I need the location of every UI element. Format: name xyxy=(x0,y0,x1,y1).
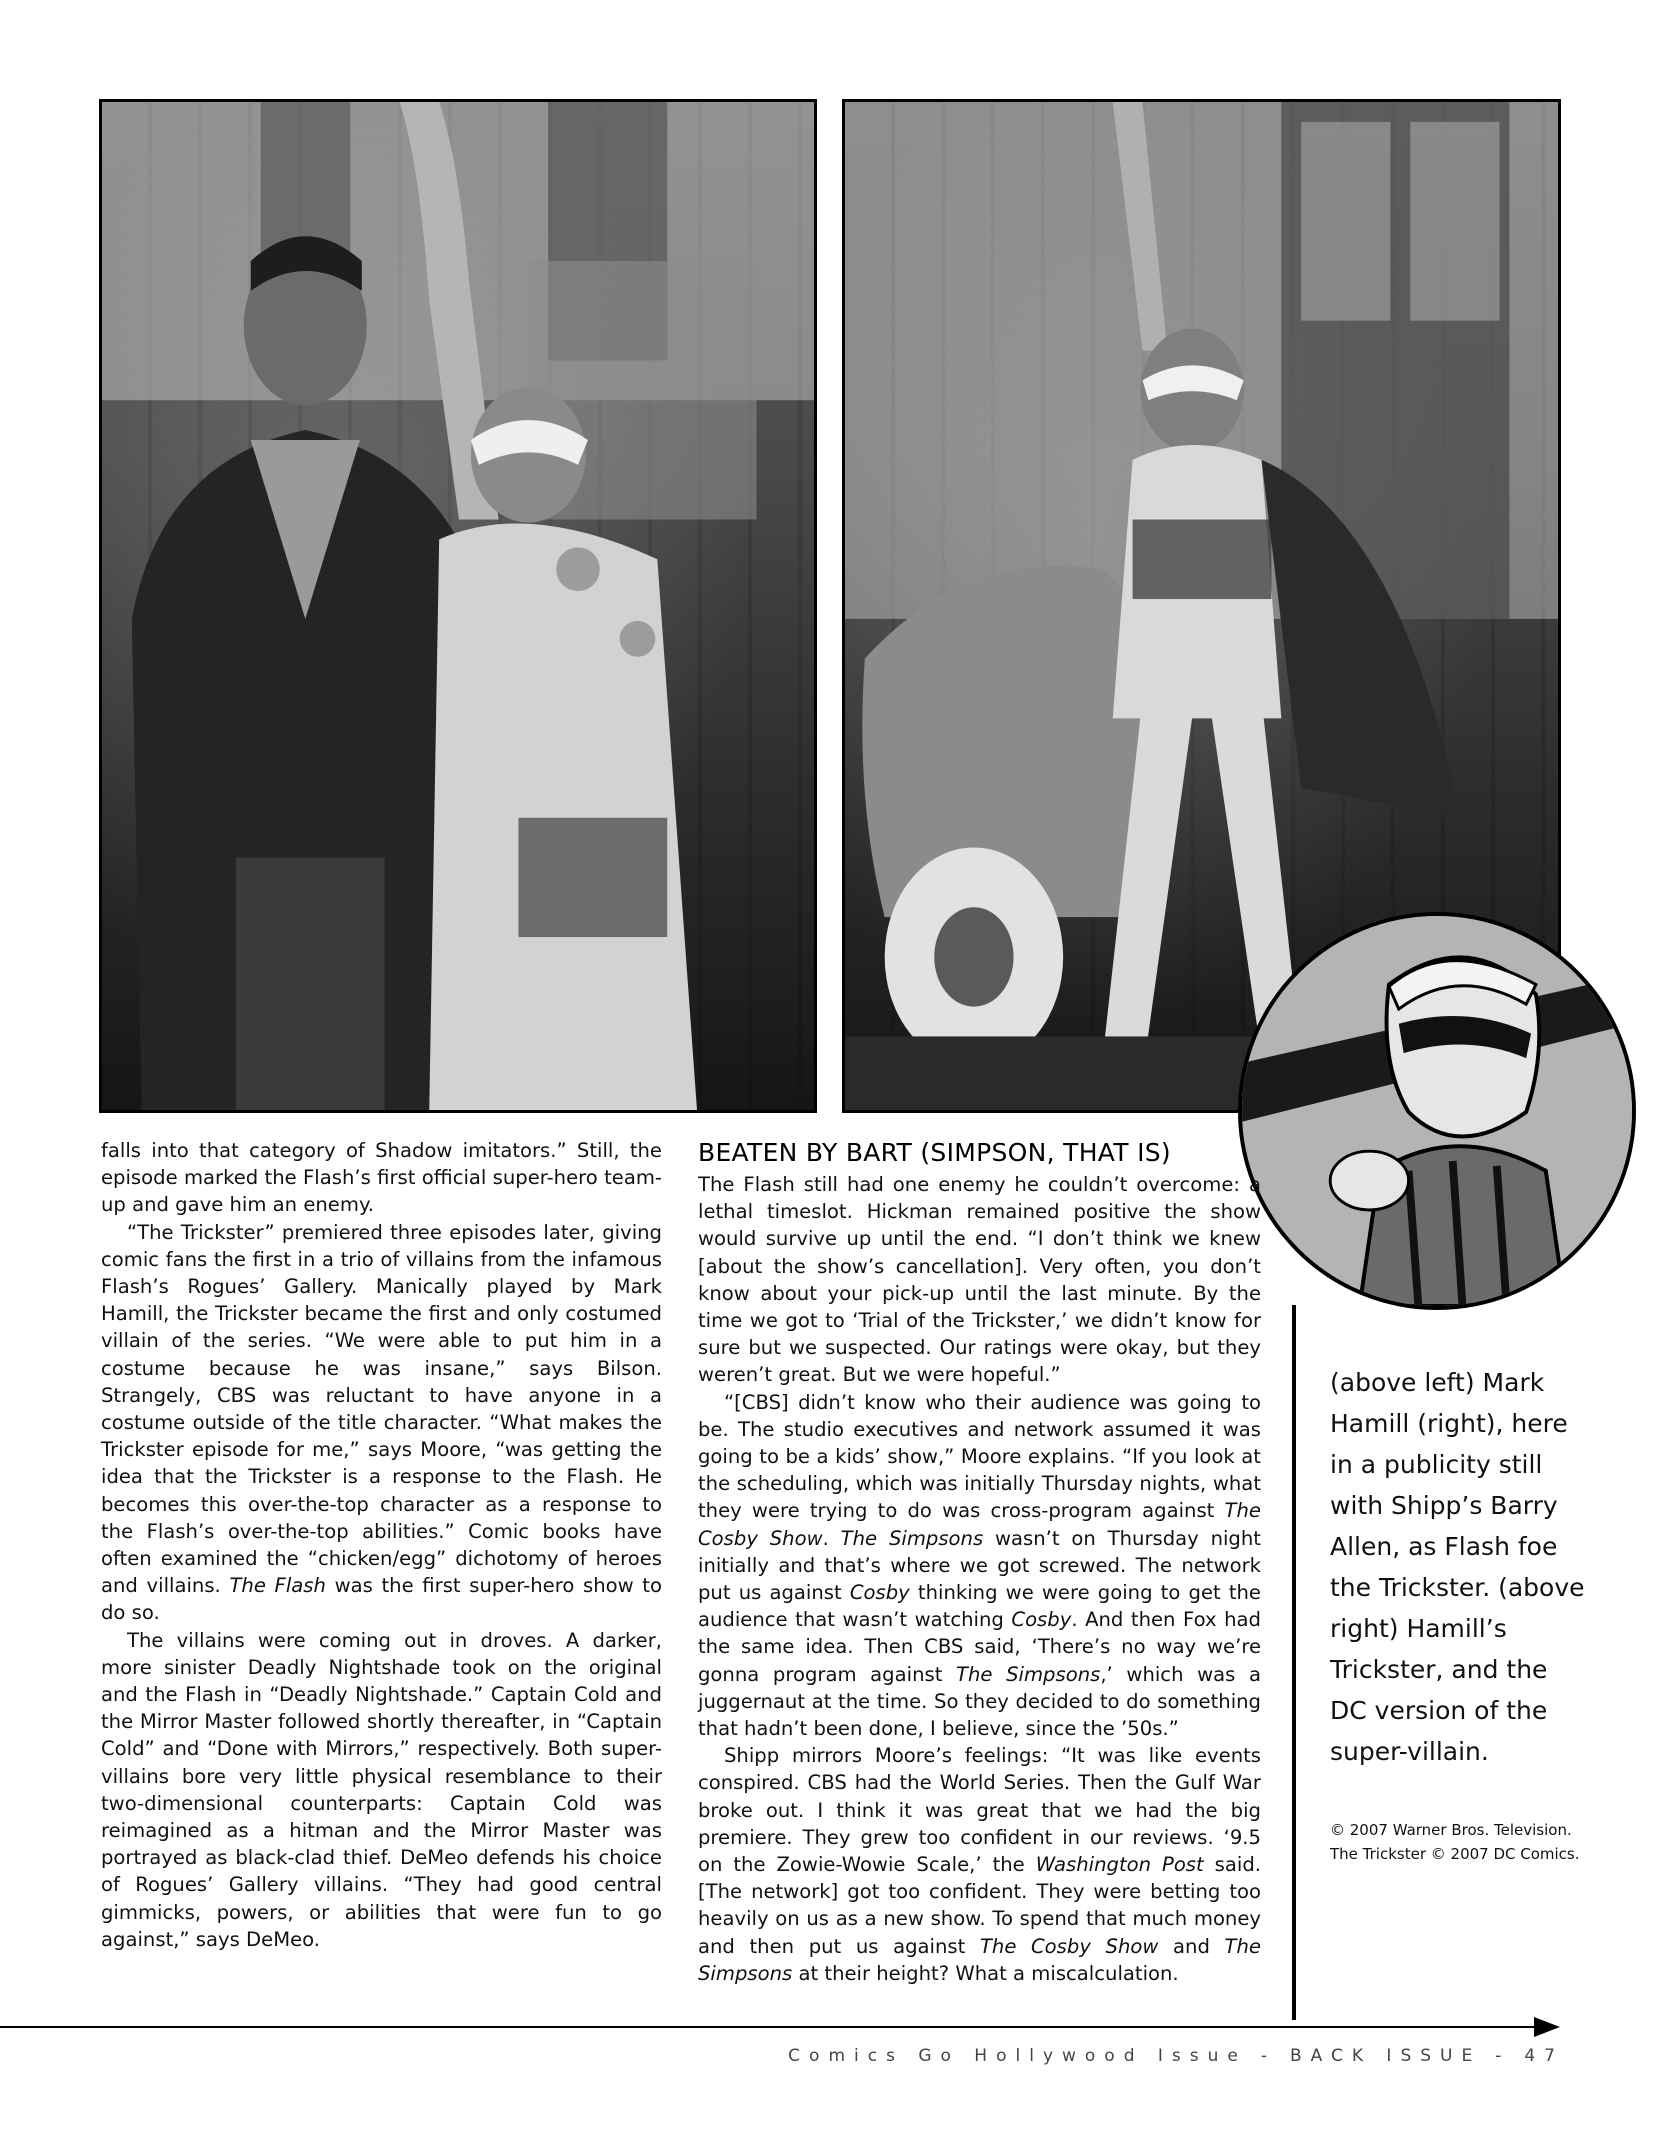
show-title: The Cosby Show xyxy=(979,1934,1159,1958)
comic-trickster-illustration xyxy=(1242,916,1632,1306)
article-left-column xyxy=(101,1137,662,1953)
paragraph-text: ,’ which was a juggernaut at the time. So they decided to do something that hadn’t been done, I believe, since the ’50s.” xyxy=(698,1662,1262,1741)
article-middle-column xyxy=(698,1137,1261,1987)
paragraph-text: wasn’t on Thursday night initially and that’s where we got screwed. The network put us against xyxy=(698,1526,1261,1605)
footer-magazine-name: BACK ISSUE xyxy=(1290,2046,1482,2066)
credit-line: The Trickster © 2007 DC Comics. xyxy=(1330,1845,1580,1863)
footer-issue-title: Comics Go Hollywood Issue xyxy=(788,2046,1247,2066)
paragraph-text: . xyxy=(822,1526,841,1550)
paragraph-text: . And then Fox had the same idea. Then CBS said, ‘There’s no way we’re gonna program against xyxy=(698,1608,1261,1686)
footer-separator: - xyxy=(1495,2046,1511,2066)
comic-trickster-inset xyxy=(1238,912,1636,1310)
photo-caption xyxy=(1330,1362,1590,1772)
paragraph xyxy=(698,1389,1261,1743)
paragraph-text: “The Trickster” premiered three episodes later, giving comic fans the first in a trio of villains from the infamous Flash’s Rogues’ Gallery. Manically played by Mark Hamill, the Trickster became the first and only costumed villain of the series. “We were able to put him in a costume because he was insane,” says Bilson. Strangely, CBS was reluctant to have anyone in a costume outside of the title character. “What makes the Trickster episode for me,” says Moore, “was getting the idea that the Trickster is a response to the Flash. He becomes this over-the-top character as a response to the Flash’s over-the-top abilities.” Comic books have often examined the “chicken/egg” dichotomy of heroes and villains. xyxy=(101,1220,662,1598)
show-title: Cosby xyxy=(1011,1608,1072,1632)
show-title: Cosby xyxy=(849,1581,910,1605)
show-title: The Simpsons xyxy=(698,1934,1261,1985)
paragraph: The Flash still had one enemy he couldn’t overcome: a lethal timeslot. Hickman remained positive the show would survive up until the end. “I don’t think we knew [about the show’s cancellation]. Very often, you don’t know about your pick-up until the last minute. By the time we got to ‘Trial of the Trickster,’ we didn’t know for sure but we suspected. Our ratings were okay, but they weren’t great. But we were hopeful.” xyxy=(698,1173,1261,1387)
paragraph-text: thinking we were going to get the audience that wasn’t watching xyxy=(698,1581,1261,1632)
paragraph-text: at their height? What a miscalculation. xyxy=(792,1961,1179,1985)
credit-line: © 2007 Warner Bros. Television. xyxy=(1330,1821,1572,1839)
paragraph xyxy=(101,1219,662,1627)
footer-arrow-icon xyxy=(1534,2017,1560,2037)
footer-separator: - xyxy=(1260,2046,1277,2066)
caption-text: (above left) Mark Hamill (right), here in a publicity still with Shipp’s Barry Allen, as Flash foe the Trickster. (above right) Hamill’s Trickster, and the DC version of the super-villain. xyxy=(1330,1368,1585,1766)
paragraph-text: Shipp mirrors Moore’s feelings: “It was like events conspired. CBS had the World Series. Then the Gulf War broke out. I think it was great that we had the big premiere. They grew too confident in our reviews. ‘9.5 on the Zowie-Wowie Scale,’ the xyxy=(698,1744,1261,1877)
photo-left-illustration xyxy=(102,102,814,1110)
paragraph-text: was the first super-hero show to do so. xyxy=(101,1574,662,1625)
show-title: The Simpsons xyxy=(956,1662,1101,1686)
paragraph: falls into that category of Shadow imitators.” Still, the episode marked the Flash’s first official super-hero team-up and gave him an enemy. xyxy=(101,1139,662,1217)
caption-rule xyxy=(1292,1305,1296,2020)
show-title: The Flash xyxy=(229,1574,326,1598)
paragraph-text: said. [The network] got too confident. They were betting too heavily on us as a new show. To spend that much money and then put us against xyxy=(698,1853,1261,1958)
photo-credits xyxy=(1330,1818,1630,1866)
paragraph-text: and xyxy=(1158,1934,1225,1958)
page-number: 47 xyxy=(1524,2046,1564,2066)
publication-title: Washington Post xyxy=(1035,1853,1204,1877)
section-heading: BEATEN BY BART (SIMPSON, THAT IS) xyxy=(698,1138,1171,1167)
footer-rule xyxy=(0,2026,1540,2028)
show-title: The Cosby Show xyxy=(698,1499,1261,1550)
page-footer xyxy=(788,2046,1564,2076)
show-title: The Simpsons xyxy=(840,1526,984,1550)
paragraph-text: “[CBS] didn’t know who their audience was going to be. The studio executives and network assumed it was going to be a kids’ show,” Moore explains. “If you look at the scheduling, which was initially Thursday nights, what they were trying to do was cross-program against xyxy=(698,1390,1261,1523)
photo-barry-allen-and-trickster xyxy=(99,99,817,1113)
paragraph xyxy=(698,1742,1261,1987)
paragraph: The villains were coming out in droves. A darker, more sinister Deadly Nightshade took on the original and the Flash in “Deadly Nightshade.” Captain Cold and the Mirror Master followed shortly thereafter, in “Captain Cold” and “Done with Mirrors,” respectively. Both super-villains bore very little physical resemblance to their two-dimensional counterparts: Captain Cold was reimagined as a hitman and the Mirror Master was portrayed as black-clad thief. DeMeo defends his choice of Rogues’ Gallery villains. “They had good central gimmicks, powers, or abilities that were fun to go against,” says DeMeo. xyxy=(101,1628,662,1951)
